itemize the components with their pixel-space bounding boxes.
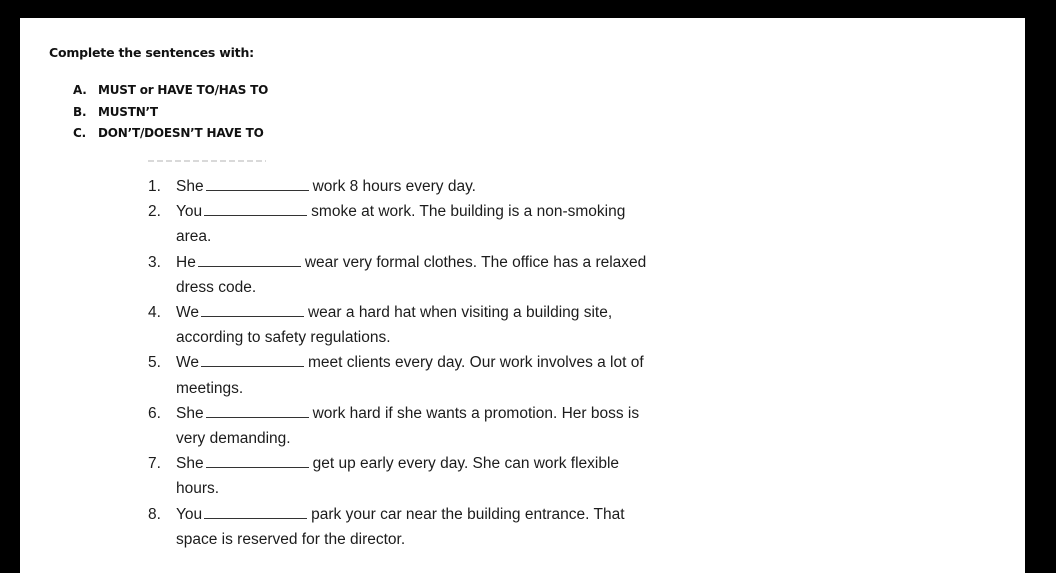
item-text-continued: space is reserved for the director. [176, 530, 406, 548]
item-subject: You [176, 505, 203, 523]
option-letter: C. [73, 126, 86, 140]
item-text-continued: according to safety regulations. [176, 329, 391, 347]
option-c [73, 123, 268, 145]
item-number: 2. [148, 203, 161, 221]
answer-blank[interactable] [198, 252, 301, 267]
option-letter: A. [73, 83, 87, 97]
item-text-continued: dress code. [176, 278, 257, 296]
option-b [73, 102, 268, 124]
item-subject: We [176, 304, 199, 322]
answer-blank[interactable] [204, 504, 307, 519]
answer-blank[interactable] [204, 201, 307, 216]
item-number: 6. [148, 404, 161, 422]
item-text-continued: hours. [176, 480, 220, 498]
option-text: MUST or HAVE TO/HAS TO [98, 83, 269, 97]
item-text: wear very formal clothes. The office has a relaxed [304, 253, 647, 271]
exercise-list [148, 174, 708, 552]
item-number: 4. [148, 304, 161, 322]
item-subject: She [176, 178, 204, 195]
exercise-item-8 [148, 502, 708, 552]
exercise-item-7 [148, 451, 708, 501]
options-list [73, 80, 268, 145]
item-text: park your car near the building entrance. That [311, 505, 625, 523]
item-subject: We [176, 354, 199, 372]
item-number: 3. [148, 253, 161, 271]
instructions-title: Complete the sentences with: [49, 45, 254, 60]
answer-blank[interactable] [206, 176, 309, 191]
item-subject: She [176, 455, 204, 473]
exercise-item-3 [148, 250, 708, 300]
option-letter: B. [73, 104, 87, 119]
answer-blank[interactable] [201, 302, 304, 317]
answer-blank[interactable] [201, 352, 304, 367]
item-subject: She [176, 404, 204, 422]
item-text-continued: meetings. [176, 379, 244, 397]
answer-blank[interactable] [206, 453, 309, 468]
item-text: smoke at work. The building is a non-smoking [311, 203, 626, 221]
exercise-item-6 [148, 401, 708, 451]
option-text: MUSTN’T [98, 104, 158, 119]
cropped-text-remnant [148, 160, 266, 162]
exercise-item-4 [148, 300, 708, 350]
item-text: wear a hard hat when visiting a building site, [307, 304, 613, 322]
worksheet-page [20, 18, 1025, 573]
item-text: work 8 hours every day. [312, 178, 476, 195]
option-text: DON’T/DOESN’T HAVE TO [98, 126, 264, 140]
exercise-item-5 [148, 350, 708, 400]
item-number: 1. [148, 178, 161, 195]
item-text: work hard if she wants a promotion. Her boss is [312, 404, 640, 422]
item-subject: You [176, 203, 203, 221]
exercise-item-1 [148, 174, 708, 199]
item-number: 7. [148, 455, 161, 473]
item-number: 5. [148, 354, 161, 372]
item-number: 8. [148, 505, 161, 523]
answer-blank[interactable] [206, 403, 309, 418]
item-text: get up early every day. She can work flexible [312, 455, 620, 473]
item-text-continued: very demanding. [176, 430, 291, 448]
exercise-item-2 [148, 199, 708, 249]
item-text-continued: area. [176, 228, 212, 246]
item-text: meet clients every day. Our work involves a lot of [307, 354, 644, 372]
item-subject: He [176, 253, 196, 271]
option-a [73, 80, 268, 102]
